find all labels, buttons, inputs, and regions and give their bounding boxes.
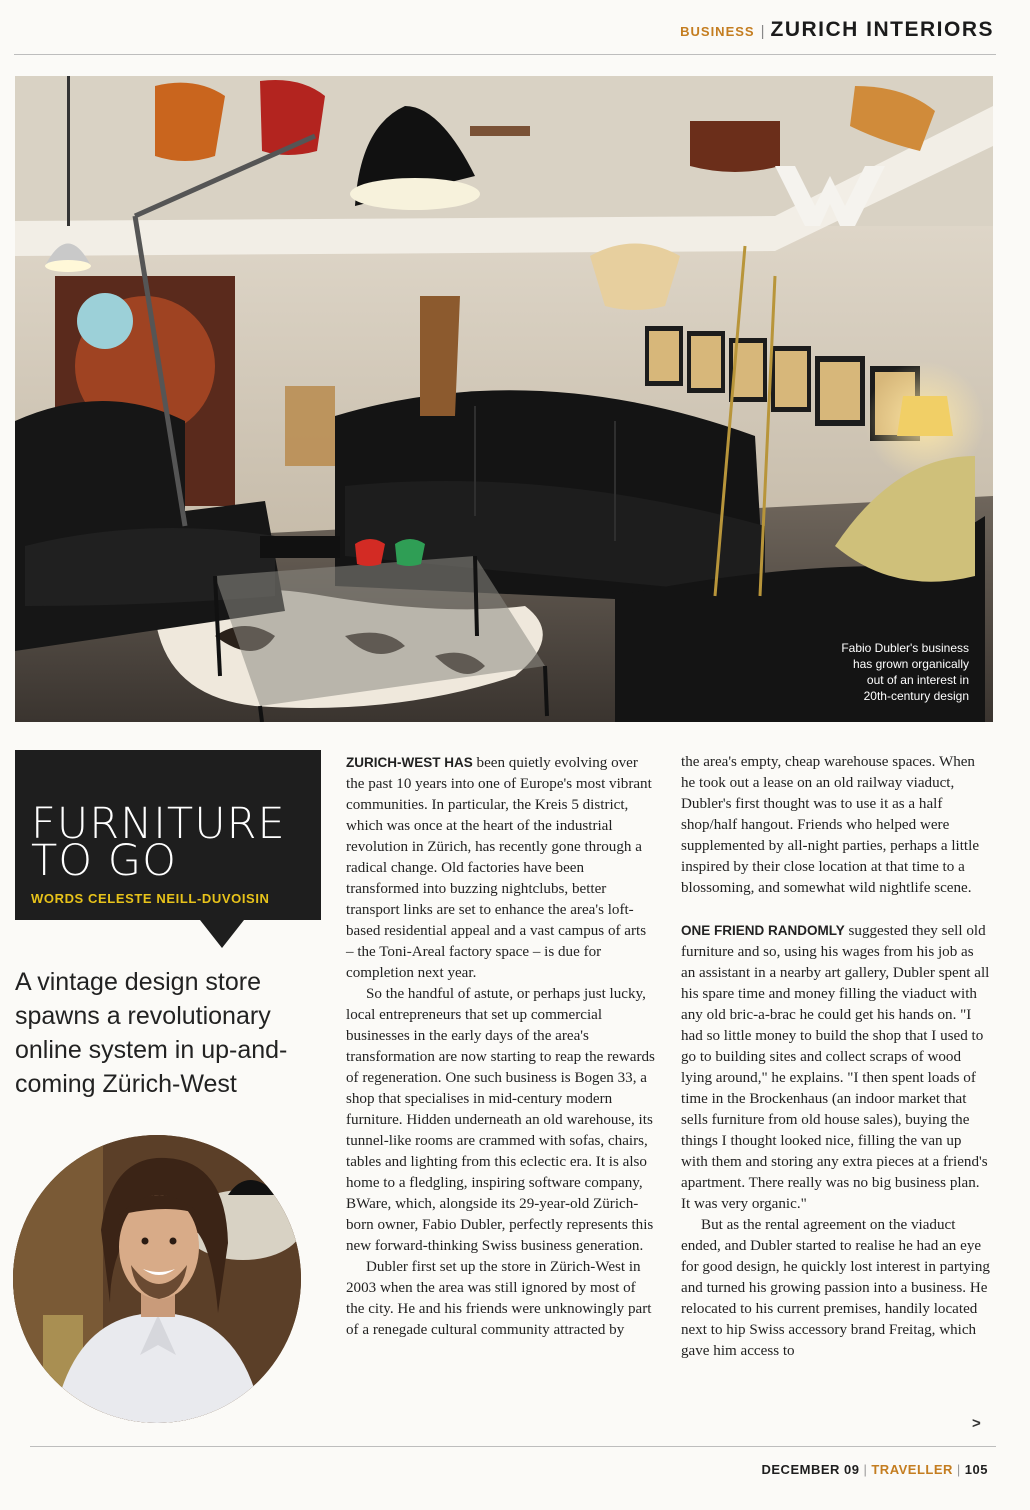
continued-arrow-icon: > — [972, 1415, 981, 1432]
lead-in: ZURICH-WEST HAS — [346, 755, 473, 770]
article-title-box — [15, 750, 321, 920]
title-box-pointer — [200, 920, 244, 948]
title-line: TO GO — [31, 836, 177, 886]
body-column-2 — [681, 752, 991, 1362]
issue-date: DECEMBER 09 — [761, 1462, 860, 1477]
standfirst: A vintage design store spawns a revolutionary online system in up-and-coming Zürich-West — [15, 968, 288, 1098]
page-footer — [762, 1462, 989, 1477]
bottom-rule — [30, 1446, 996, 1447]
title-line: FURNITURE — [31, 799, 286, 849]
publication-name: TRAVELLER — [871, 1462, 953, 1477]
portrait-photo — [13, 1135, 301, 1423]
body-column-1 — [346, 752, 656, 1341]
paragraph — [681, 920, 991, 1215]
caption-line: Fabio Dubler's business — [841, 641, 969, 655]
footer-separator: | — [956, 1462, 961, 1477]
paragraph — [346, 752, 656, 984]
showroom-illustration — [15, 76, 993, 722]
paragraph-text: suggested they sell old furniture and so, using his wages from his job as an assistant in a nearby art gallery, Dubler spent all his spare time and money filling the viaduct with any old bric-a-brac he could get his hands on. "I had so little money to build the shop that I used to go to building sites and collect scraps of wood lying around," he explains. "I then spent loads of time in the Brockenhaus (an indoor market that sells furniture from old house sales), buying the things I thought looked nice, filling the van up with them and storing any extra pieces at a friend's apartment. There really was no big business plan. It was very organic." — [681, 923, 990, 1212]
caption-line: out of an interest in — [866, 673, 969, 687]
article-title — [31, 799, 286, 886]
hero-photo — [15, 76, 993, 722]
section-label: BUSINESS — [680, 24, 755, 39]
photo-caption — [841, 640, 969, 704]
caption-line: 20th-century design — [863, 689, 969, 703]
footer-separator: | — [863, 1462, 868, 1477]
paragraph-text: been quietly evolving over the past 10 years into one of Europe's most vibrant communities. In particular, the Kreis 5 district, which was once at the heart of the industrial revolution in Zürich, has recently gone through a radical change. Old factories have been transformed into buzzing nightclubs, better transport links are set to enhance the area's loft-based residential appeal and a vast campus of arts – the Toni-Areal factory space – is due for completion next year. — [346, 755, 652, 981]
section-title: ZURICH INTERIORS — [770, 18, 994, 41]
paragraph: But as the rental agreement on the viaduct ended, and Dubler started to realise he had an eye for good design, he quickly lost interest in partying and turned his growing passion into a business. He relocated to his current premises, handily located next to hip Swiss accessory brand Freitag, which gave him access to — [681, 1217, 990, 1359]
page-number: 105 — [964, 1462, 988, 1477]
page-header — [680, 18, 994, 42]
portrait-illustration — [13, 1135, 301, 1423]
paragraph: So the handful of astute, or perhaps just lucky, local entrepreneurs that set up commercial businesses in the early days of the area's transformation are now starting to reap the rewards of regeneration. One such business is Bogen 33, a shop that specialises in mid-century modern furniture. Hidden underneath an old warehouse, its tunnel-like rooms are crammed with sofas, chairs, tables and lighting from this eclectic era. It is also home to a fledgling, inspiring software company, BWare, which, alongside its 29-year-old Zürich-born owner, Fabio Dubler, perfectly represents this new forward-thinking Swiss business generation. — [346, 986, 655, 1254]
top-rule — [14, 54, 996, 55]
lead-in: ONE FRIEND RANDOMLY — [681, 923, 845, 938]
paragraph: Dubler first set up the store in Zürich-West in 2003 when the area was still ignored by most of the city. He and his friends were unknowingly part of a renegade cultural community attracted by — [346, 1259, 652, 1338]
header-separator: | — [760, 23, 765, 40]
byline: WORDS CELESTE NEILL-DUVOISIN — [31, 891, 270, 906]
caption-line: has grown organically — [852, 657, 969, 671]
paragraph: the area's empty, cheap warehouse spaces. When he took out a lease on an old railway viaduct, Dubler's first thought was to use it as a half shop/half hangout. Friends who helped were supplemented by all-night parties, perhaps a little inspired by their close location at that time to a blossoming, and somewhat wild nightlife scene. — [681, 754, 980, 896]
